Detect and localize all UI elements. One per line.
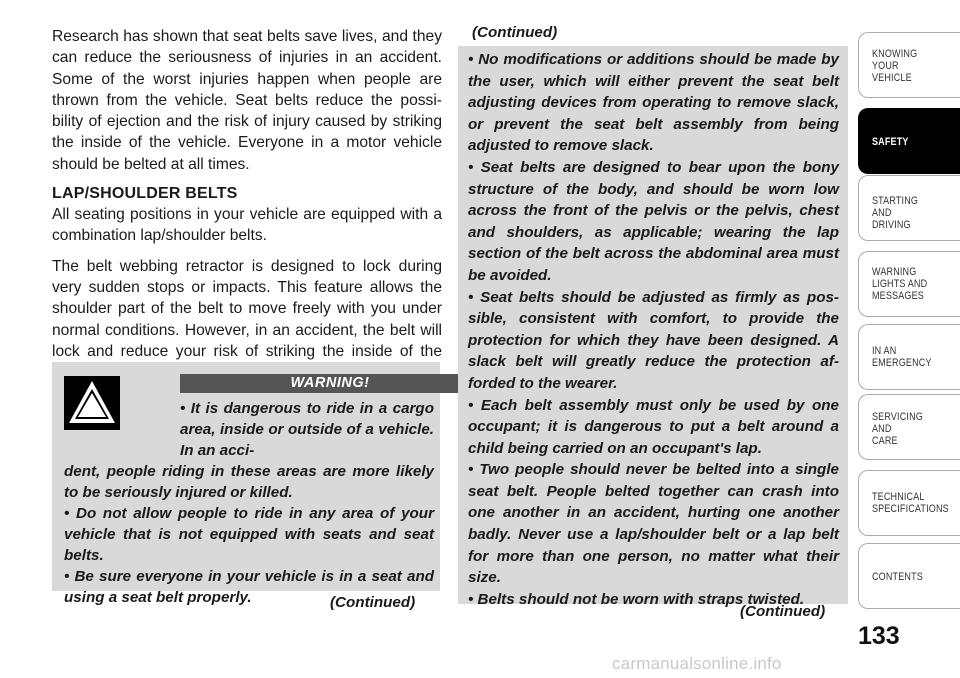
left-column <box>52 26 442 383</box>
warning-item-3: • Be sure everyone in your vehicle is in a seat and using a seat belt properly. <box>64 568 434 606</box>
tab-warning-lights-and-messages[interactable] <box>858 251 960 317</box>
right-warning-text <box>468 49 839 610</box>
warning-item-2: • Do not allow people to ride in any area of your vehicle that is not equipped with seats and seat belts. <box>64 505 434 564</box>
body-paragraph-1: All seating positions in your vehicle are equipped with a combination lap/shoulder belts. <box>52 206 442 245</box>
tab-contents[interactable] <box>858 543 960 609</box>
tab-technical-specifications[interactable] <box>858 470 960 536</box>
watermark: carmanualsonline.info <box>612 654 782 673</box>
tab-label: SAFETY <box>872 136 909 148</box>
tab-safety[interactable] <box>858 108 960 174</box>
page-number: 133 <box>858 622 900 650</box>
section-heading: LAP/SHOULDER BELTS <box>52 185 238 203</box>
tab-label: SERVICING AND CARE <box>872 411 923 447</box>
tab-label: IN AN EMERGENCY <box>872 345 932 369</box>
warning-item-1-cont: dent, people riding in these areas are more likely to be seriously injured or killed. <box>64 463 434 501</box>
right-item: • Seat belts are designed to bear upon the bony structure of the body, and should be worn low across the front of the pelvis or the pelvis, chest and shoulders, as applicable; wearing the lap section of the belt across the abdominal area must be avoided. <box>468 158 839 284</box>
body-paragraph-2: The belt webbing retractor is designed to lock during very sudden stops or impacts. This feature allows the shoulder part of the belt to move freely with you under normal conditions. However, in an accident, the belt will lock and reduce your risk of striking the inside of the <box>52 257 442 360</box>
warning-text <box>64 398 434 608</box>
warning-item-1: • It is dangerous to ride in a cargo area, inside or outside of a vehicle. In an acci- <box>180 400 434 459</box>
right-item: • Two people should never be belted into a single seat belt. People belted together can crash into one another in an accident, hurting one another badly. Never use a lap/shoulder belt or a lap belt for more than one person, no matter what their size. <box>468 461 839 587</box>
tab-servicing-and-care[interactable] <box>858 394 960 460</box>
tab-label: KNOWING YOUR VEHICLE <box>872 48 918 84</box>
right-item: • No modifications or additions should be made by the user, which will either prevent the seat belt adjusting devices from operating to remove slack, or prevent the seat belt assembly from being adjusted to remove slack. <box>468 51 839 155</box>
tab-in-an-emergency[interactable] <box>858 324 960 390</box>
right-item: • Seat belts should be adjusted as firmly as pos-sible, consistent with comfort, to provide the protection for which they have been designed. A slack belt will greatly reduce the protection af-forded to the wearer. <box>468 288 839 392</box>
tab-label: CONTENTS <box>872 571 923 583</box>
right-item: • Each belt assembly must only be used by one occupant; it is dangerous to put a belt around a child being carried on an occupant's lap. <box>468 396 839 457</box>
intro-paragraph: Research has shown that seat belts save lives, and they can reduce the seriousness of injuries in an accident. Some of the worst injuries happen when people are thrown from the vehicle. Seat belts reduce the possi-bility of ejection and the risk of injury caused by striking the inside of the vehicle. Everyone in a motor vehicle should be belted at all times. <box>52 28 442 173</box>
continued-top: (Continued) <box>472 24 558 41</box>
warning-title: WARNING! <box>180 374 480 393</box>
continued-bottom: (Continued) <box>740 603 826 620</box>
tab-label: TECHNICAL SPECIFICATIONS <box>872 491 949 515</box>
tab-knowing-your-vehicle[interactable] <box>858 32 960 98</box>
tab-label: WARNING LIGHTS AND MESSAGES <box>872 266 928 302</box>
tab-label: STARTING AND DRIVING <box>872 195 919 231</box>
right-item: • Belts should not be worn with straps twisted. <box>468 590 805 608</box>
warning-continued: (Continued) <box>330 594 416 611</box>
right-warning-box <box>458 46 848 608</box>
tab-starting-and-driving[interactable] <box>858 175 960 241</box>
